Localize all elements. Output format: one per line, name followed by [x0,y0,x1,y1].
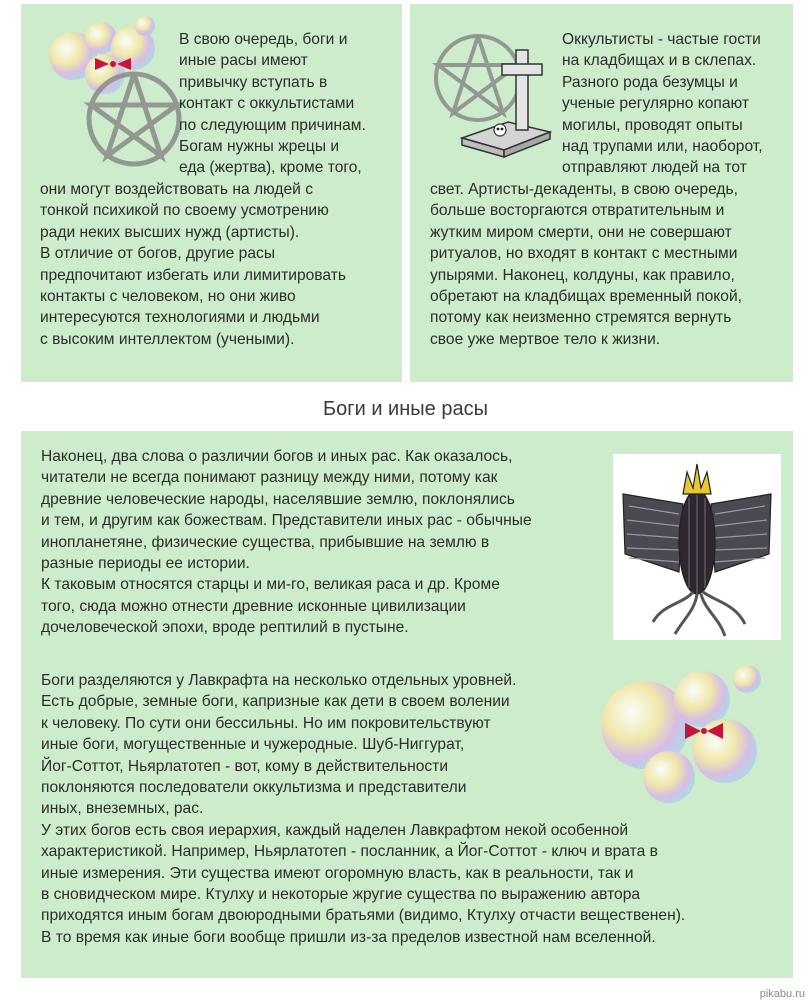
top-right-text [562,29,763,179]
text-line: Боги разделяются у Лавкрафта на несколько отдельных уровней. [41,672,517,689]
text-line: обретают на кладбищах временный покой, [430,288,742,306]
text-line: приходятся иным богам двоюродными братьями (видимо, Ктулху отчасти вещественен). [41,907,686,925]
text-line: они могут воздействовать на людей с [40,181,314,198]
text-line: к человеку. По сути они бессильны. Но им покровительствуют [41,714,491,732]
text-line: ученые регулярно копают [562,95,750,113]
bottom-paragraph-1 [41,446,532,639]
text-line: потому как неизменно стремятся вернуть [430,309,732,327]
text-line: упырями. Наконец, колдуны, как правило, [430,266,735,284]
text-line: свет. Артисты-декаденты, в свою очередь, [430,181,738,198]
text-line: ритуалов, но входят в контакт с местными [430,245,738,263]
text-line: Наконец, два слова о различии богов и иных рас. Как оказалось, [41,448,513,465]
text-line: по следующим причинам. [179,116,366,134]
top-left-text [179,29,366,179]
creature-frame [613,454,781,640]
text-line: В отличие от богов, другие расы [40,245,276,263]
text-line: ради неких высших нужд (артисты). [40,223,300,241]
top-right-panel [410,4,793,382]
text-line: У этих богов есть своя иерархия, каждый наделен Лавкрафтом некой особенной [41,821,629,839]
bottom-paragraph-2 [41,670,685,948]
text-line: того, сюда можно отнести древние исконные цивилизации [41,597,466,615]
text-line: Богам нужны жрецы и [179,138,340,156]
bottom-panel [21,431,793,978]
text-line: разные периоды ее истории. [41,555,250,573]
text-line: В то время как иные боги вообще пришли из-за пределов известной нам вселенной. [41,928,656,946]
text-line: Разного рода безумцы и [562,73,738,91]
text-line: иные боги, могущественные и чужеродные. Шуб-Ниггурат, [41,736,465,754]
text-line: тонкой психикой по своему усмотрению [40,202,329,220]
text-line: контакты с человеком, но они живо [40,288,296,306]
section-title: Боги и иные расы [323,398,488,420]
text-line: над трупами или, наоборот, [562,138,763,156]
text-line: иные расы имеют [179,52,308,70]
text-line: могилы, проводят опыты [562,116,743,134]
text-line: Йог-Соттот, Ньярлатотеп - вот, кому в действительности [41,757,449,775]
text-line: больше восторгаются отвратительным и [430,202,725,220]
text-line: с высоким интеллектом (учеными). [40,330,295,348]
text-line: и тем, и другим как божествам. Представители иных рас - обычные [41,512,532,530]
text-line: контакт с оккультистами [179,95,355,113]
top-left-panel [21,4,402,382]
text-line: инопланетяне, физические существа, прибывшие на землю в [41,533,490,551]
pentagram-icon [79,62,189,172]
watermark: pikabu.ru [759,988,805,1000]
text-line: жутким миром смерти, они не совершают [430,223,732,241]
text-line: в сновидческом мире. Ктулху и некоторые жругие существа по выражению автора [41,886,641,904]
text-line: К таковым относятся старцы и ми-го, великая раса и др. Кроме [41,576,500,594]
text-line: на кладбищах и в склепах. [562,52,757,70]
text-line: читатели не всегда понимают разницу между ними, потому как [41,469,498,487]
winged-creature-icon [613,454,781,640]
text-line: свое уже мертвое тело к жизни. [430,330,661,348]
text-line: Есть добрые, земные боги, капризные как дети в своем волении [41,693,510,711]
text-line: иные измерения. Эти существа имеют огоромную власть, как в реальности, так и [41,864,634,882]
text-line: дочеловеческой эпохи, вроде рептилий в пустыне. [41,619,409,637]
text-line: отправляют людей на тот [562,159,747,177]
top-left-text-wide [40,179,346,350]
text-line: древние человеческие народы, населявшие землю, поклонялись [41,490,515,508]
text-line: интересуются технологиями и людьми [40,309,320,327]
text-line: иных, внеземных, рас. [41,800,204,818]
text-line: еда (жертва), кроме того, [179,159,362,177]
text-line: привычку вступать в [179,73,328,91]
gravestone-cross-icon [430,20,560,160]
text-line: предпочитают избегать или лимитировать [40,266,347,284]
text-line: В свою очередь, боги и [179,31,348,48]
text-line: поклоняются последователи оккультизма и представители [41,779,467,797]
text-line: характеристикой. Например, Ньярлатотеп - посланник, а Йог-Соттот - ключ и врата в [41,843,658,861]
text-line: Оккультисты - частые гости [562,31,761,48]
top-right-text-wide [430,179,742,350]
